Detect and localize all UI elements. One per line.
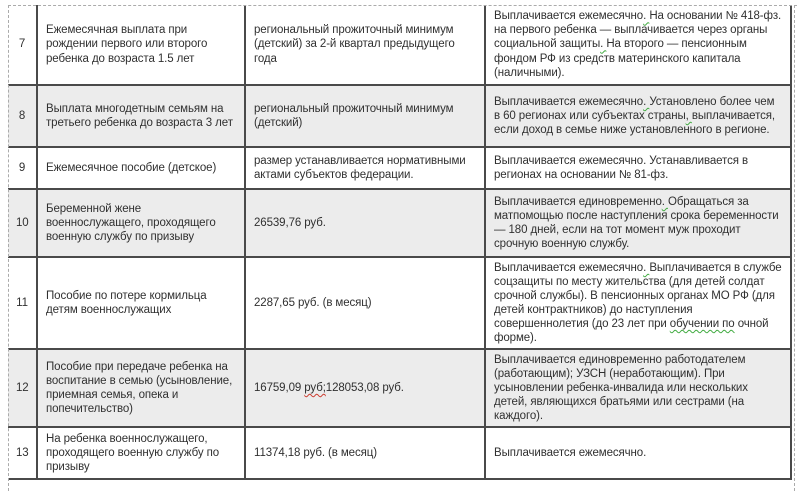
benefit-name-cell: Ежемесячная выплата при рождении первого или второго ребенка до возраста 1.5 лет	[37, 5, 245, 85]
row-number-cell: 13	[8, 427, 37, 479]
benefit-name-cell: Пособие при передаче ребенка на воспитание в семью (усыновление, приемная семья, опека и попечительство)	[37, 349, 245, 427]
benefits-table	[8, 5, 792, 480]
table-row	[8, 147, 791, 189]
amount-cell: региональный прожиточный минимум (детский)	[245, 85, 485, 147]
benefit-name-cell: Беременной жене военнослужащего, проходящего военную службу по призыву	[37, 189, 245, 257]
amount-cell: размер устанавливается нормативными актами субъектов федерации.	[245, 147, 485, 189]
details-cell: Выплачивается ежемесячно. На основании № 418-фз. на первого ребенка — выплачивается через органы социальной защиты. На второго — пенсионным фондом РФ из средств материнского капитала (наличными).	[485, 5, 791, 85]
row-number-cell: 11	[8, 257, 37, 349]
table-row	[8, 427, 791, 479]
table-row	[8, 257, 791, 349]
row-number-cell: 9	[8, 147, 37, 189]
amount-cell: 11374,18 руб. (в месяц)	[245, 427, 485, 479]
amount-cell: региональный прожиточный минимум (детский) за 2-й квартал предыдущего года	[245, 5, 485, 85]
amount-cell: 16759,09 руб;128053,08 руб.	[245, 349, 485, 427]
table-row	[8, 85, 791, 147]
amount-cell: 2287,65 руб. (в месяц)	[245, 257, 485, 349]
details-cell: Выплачивается единовременно. Обращаться за матпомощью после наступления срока беременности — 180 дней, если на тот момент муж проходит срочную военную службу.	[485, 189, 791, 257]
row-number-cell: 10	[8, 189, 37, 257]
details-cell: Выплачивается ежемесячно. Устанавливается в регионах на основании № 81-фз.	[485, 147, 791, 189]
details-cell: Выплачивается ежемесячно.	[485, 427, 791, 479]
benefit-name-cell: Пособие по потере кормильца детям военнослужащих	[37, 257, 245, 349]
row-number-cell: 12	[8, 349, 37, 427]
benefit-name-cell: Выплата многодетным семьям на третьего ребенка до возраста 3 лет	[37, 85, 245, 147]
table-row	[8, 189, 791, 257]
row-number-cell: 7	[8, 5, 37, 85]
table-row	[8, 349, 791, 427]
benefit-name-cell: Ежемесячное пособие (детское)	[37, 147, 245, 189]
row-number-cell: 8	[8, 85, 37, 147]
amount-cell: 26539,76 руб.	[245, 189, 485, 257]
details-cell: Выплачивается ежемесячно. Выплачивается в службе соцзащиты по месту жительства (для детей солдат срочной службы). В пенсионных органах МО РФ (для детей контрактников) до наступления совершеннолетия (до 23 лет при обучении по очной форме).	[485, 257, 791, 349]
table-row	[8, 5, 791, 85]
details-cell: Выплачивается ежемесячно. Установлено более чем в 60 регионах или субъектах страны, выплачивается, если доход в семье ниже установленного в регионе.	[485, 85, 791, 147]
page-boundary-right	[794, 5, 795, 491]
benefit-name-cell: На ребенка военнослужащего, проходящего военную службу по призыву	[37, 427, 245, 479]
details-cell: Выплачивается единовременно работодателем (работающим); УЗСН (неработающим). При усыновлении ребенка-инвалида или нескольких детей, являющихся братьями или сестрами (на каждого).	[485, 349, 791, 427]
